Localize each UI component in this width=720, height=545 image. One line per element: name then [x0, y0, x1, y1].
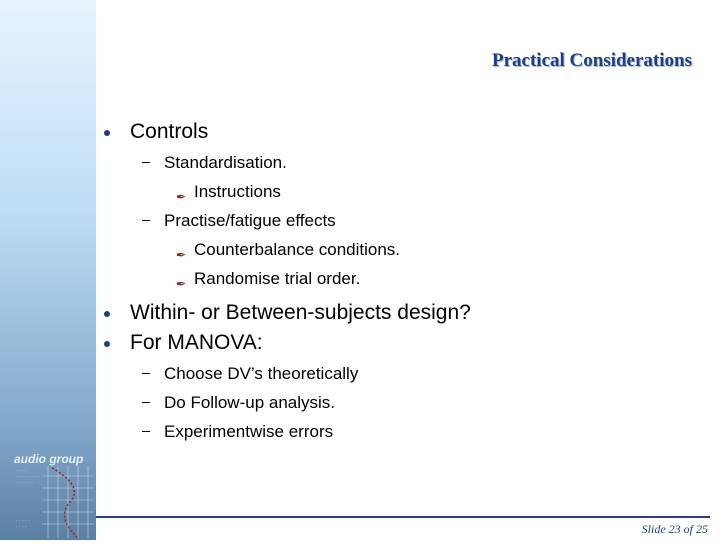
dash-icon: [142, 431, 150, 432]
bullet-manova: [104, 329, 684, 357]
dash-icon: [142, 402, 150, 403]
sub-bullet-choose: [104, 359, 684, 388]
dash-icon: [142, 373, 150, 374]
bullet-dot-icon: [104, 341, 110, 347]
dash-icon: [142, 162, 150, 163]
bullet-controls: [104, 118, 684, 146]
audio-group-logo: [12, 446, 94, 540]
bullet-dot-icon: [104, 311, 110, 317]
sub-bullet-standardisation: [104, 148, 684, 177]
sub-sub-bullet-randomise: [104, 264, 684, 293]
sub-bullet-text: Do Follow-up analysis.: [164, 393, 336, 412]
sub-bullet-practise: [104, 206, 684, 235]
bullet-text: For MANOVA:: [130, 331, 263, 354]
sub-bullet-text: Choose DV’s theoretically: [164, 364, 359, 383]
sub-sub-bullet-text: Counterbalance conditions.: [194, 240, 401, 259]
slide-content: [104, 118, 684, 446]
footer-divider: [96, 516, 710, 518]
sub-sub-bullet-text: Randomise trial order.: [194, 269, 361, 288]
bullet-text: Within- or Between-subjects design?: [130, 301, 471, 324]
bullet-design: [104, 299, 684, 327]
sub-bullet-text: Standardisation.: [164, 153, 287, 172]
sub-sub-bullet-counterbalance: [104, 235, 684, 264]
slide-number: Slide 23 of 25: [641, 522, 708, 536]
slide-title: Practical Considerations: [491, 50, 692, 71]
logo-fine-print-lower: · · · · · · · · ·: [16, 518, 30, 530]
logo-name: audio group: [14, 452, 84, 466]
bullet-dot-icon: [104, 130, 110, 136]
pen-icon: ✒: [176, 190, 187, 204]
sub-sub-bullet-text: Instructions: [194, 182, 281, 201]
pen-icon: ✒: [176, 277, 187, 291]
sub-bullet-errors: [104, 417, 684, 446]
sub-bullet-followup: [104, 388, 684, 417]
bullet-text: Controls: [130, 120, 209, 143]
sub-sub-bullet-instructions: [104, 177, 684, 206]
dash-icon: [142, 220, 150, 221]
sub-bullet-text: Experimentwise errors: [164, 422, 334, 441]
pen-icon: ✒: [176, 248, 187, 262]
sub-bullet-text: Practise/fatigue effects: [164, 211, 336, 230]
logo-fine-print: · · · · · · · · · · · · · · · · · ·: [16, 468, 40, 486]
